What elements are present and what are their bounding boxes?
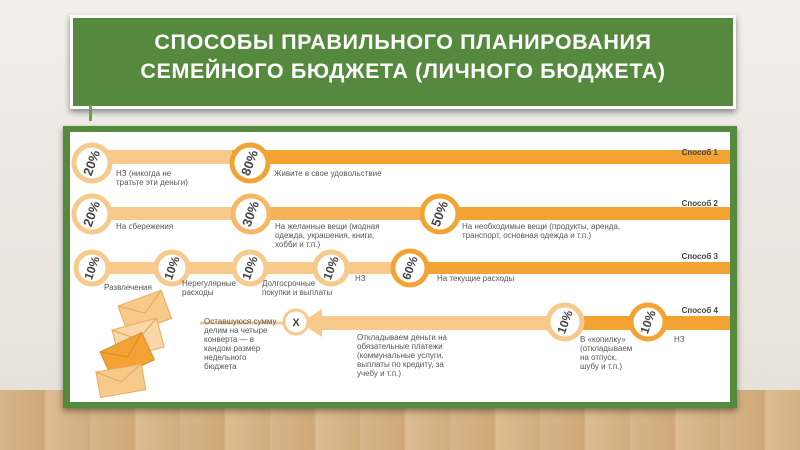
way2-bar [440,207,730,220]
way1-bar [232,150,730,164]
way3-text-4: НЗ [355,274,366,283]
way1-text-1: НЗ (никогда не тратьте эти деньги) [116,169,188,187]
way4-circle-x [284,310,308,334]
way2-circle-2 [233,196,269,232]
way4-circle-2 [631,305,665,339]
way3-circle-5 [393,251,427,285]
way4-circle-1-value: 10% [554,308,576,336]
way3-circle-4 [315,252,347,284]
way1-text-2: Живите в свое удовольствие [274,169,382,178]
way3-circle-5-value: 60% [399,254,421,282]
way2-text-2: На желанные вещи (модная одежда, украшения, книги, хобби и т.п.) [275,222,380,249]
way2-circle-3 [422,196,458,232]
envelope-icon [96,364,146,398]
way3-text-5: На текущие расходы [437,274,515,283]
way3-text-2: Нерегулярные расходы [182,279,236,297]
title-line-2: СЕМЕЙНОГО БЮДЖЕТА (ЛИЧНОГО БЮДЖЕТА) [140,59,666,83]
way3-text-1: Развлечения [104,283,152,292]
way2-text-1: На сбережения [116,222,174,231]
way4-circle-2-value: 10% [637,308,659,336]
way2-circle-3-value: 50% [428,199,452,229]
way4-text-3: Откладываем деньги на обязательные платежи (коммунальные услуги, выплаты по кредиту, за учебу и т.п.) [357,333,447,378]
way3-circle-4-value: 10% [320,254,342,282]
way3-label: Способ 3 [681,252,718,261]
way3-circle-1 [76,252,108,284]
title-line-1: СПОСОБЫ ПРАВИЛЬНОГО ПЛАНИРОВАНИЯ [154,30,652,54]
way3-circle-1-value: 10% [81,254,103,282]
way2-circle-2-value: 30% [239,199,263,229]
envelope-icon-group [96,290,171,397]
way1-circle-2-value: 80% [238,148,262,178]
way4-circle-1 [548,305,582,339]
way4-circle-x-value: X [292,317,300,329]
way1-circle-1-value: 20% [80,148,104,178]
way2-text-3: На необходимые вещи (продукты, аренда, транспорт, основная одежда и т.п.) [462,222,621,240]
way1-circle-2 [232,145,268,181]
way4-text-1: В «копилку» (откладываем на отпуск, шубу и т.п.) [580,335,633,371]
way4-label: Способ 4 [681,306,718,315]
way1-label: Способ 1 [681,148,718,157]
way3-text-3: Долгосрочные покупки и выплаты [262,279,333,297]
way3-bar [406,262,730,274]
way4-text-4: Оставшуюся сумму делим на четыре конверта — в кандом размер недельного бюджета [204,317,277,371]
way3-circle-2-value: 10% [161,254,183,282]
way2-label: Способ 2 [681,199,718,208]
way1-circle-1 [74,145,110,181]
way4-text-2: НЗ [674,335,685,344]
way3-circle-3-value: 10% [239,254,261,282]
way2-circle-1 [74,196,110,232]
way2-circle-1-value: 20% [80,199,104,229]
